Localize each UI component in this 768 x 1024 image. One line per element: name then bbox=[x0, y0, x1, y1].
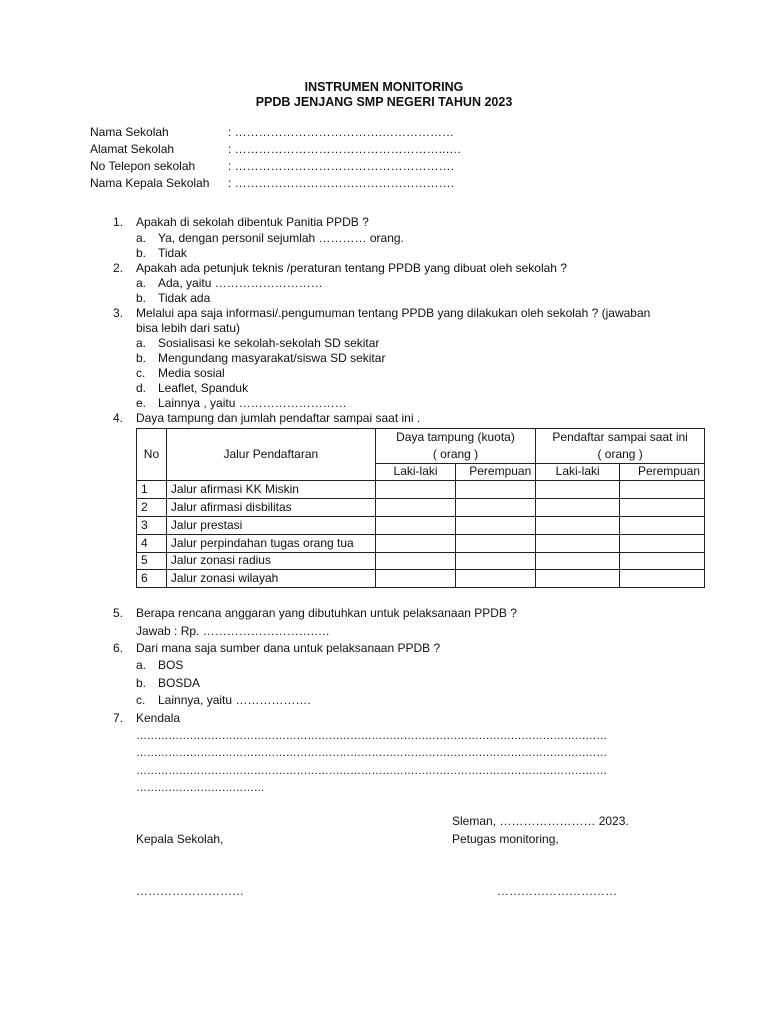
table-cell[interactable] bbox=[620, 534, 705, 552]
table-header-no: No bbox=[137, 429, 167, 481]
table-header-registrants: Pendaftar sampai saat ini bbox=[536, 429, 705, 446]
option-letter: b. bbox=[136, 291, 147, 305]
kendala-line[interactable]: ……………………………… bbox=[136, 782, 265, 794]
option-letter: a. bbox=[136, 231, 147, 245]
principal-name-field[interactable]: : ………………………………………………. bbox=[228, 176, 455, 190]
document-subtitle: PPDB JENJANG SMP NEGERI TAHUN 2023 bbox=[255, 95, 513, 109]
option-letter: b. bbox=[136, 246, 147, 260]
table-cell[interactable] bbox=[536, 481, 620, 499]
option-letter: d. bbox=[136, 381, 147, 395]
principal-signature-line[interactable]: ……………………… bbox=[136, 884, 244, 898]
table-cell[interactable] bbox=[456, 570, 536, 588]
option-text: Lainnya, yaitu ………………. bbox=[158, 693, 311, 707]
principal-name-label: Nama Kepala Sekolah bbox=[90, 176, 210, 190]
table-cell[interactable] bbox=[536, 534, 620, 552]
row-jalur: Jalur perpindahan tugas orang tua bbox=[166, 534, 375, 552]
table-row bbox=[137, 499, 705, 517]
question-number: 5. bbox=[113, 606, 124, 620]
monitor-title: Petugas monitoring, bbox=[452, 832, 559, 846]
question-text: Kendala bbox=[136, 711, 181, 725]
document-title: INSTRUMEN MONITORING bbox=[304, 80, 464, 94]
row-jalur: Jalur afirmasi KK Miskin bbox=[166, 481, 375, 499]
option-letter: a. bbox=[136, 658, 147, 672]
option-text: Leaflet, Spanduk bbox=[158, 381, 249, 395]
table-cell[interactable] bbox=[456, 516, 536, 534]
table-row bbox=[137, 516, 705, 534]
question-number: 1. bbox=[113, 215, 124, 229]
kendala-line[interactable]: …………………………………………………………………………………………………………………… bbox=[136, 765, 607, 777]
option-letter: c. bbox=[136, 693, 146, 707]
option-letter: e. bbox=[136, 396, 147, 410]
row-jalur: Jalur zonasi wilayah bbox=[166, 570, 375, 588]
table-cell[interactable] bbox=[536, 570, 620, 588]
school-name-field[interactable]: : ……………………………….……………… bbox=[228, 125, 455, 139]
table-cell[interactable] bbox=[375, 516, 456, 534]
table-header-registrants-unit: ( orang ) bbox=[536, 446, 705, 463]
option-letter: a. bbox=[136, 276, 147, 290]
option-text: Sosialisasi ke sekolah-sekolah SD sekitar bbox=[158, 336, 380, 350]
school-name-label: Nama Sekolah bbox=[90, 125, 169, 139]
answer-field[interactable]: Jawab : Rp. ……………………….…. bbox=[136, 624, 330, 638]
table-header-capacity-unit: ( orang ) bbox=[375, 446, 536, 463]
row-number: 5 bbox=[137, 552, 167, 570]
table-cell[interactable] bbox=[456, 499, 536, 517]
question-text: Melalui apa saja informasi/.pengumuman tentang PPDB yang dilakukan oleh sekolah ? (jawaban bbox=[136, 306, 651, 320]
table-cell[interactable] bbox=[375, 499, 456, 517]
row-number: 6 bbox=[137, 570, 167, 588]
table-subheader: Perempuan bbox=[620, 463, 705, 481]
kendala-line[interactable]: …………………………………………………………………………………………………………………… bbox=[136, 747, 607, 759]
option-text: Ada, yaitu ……………………… bbox=[158, 276, 323, 290]
table-cell[interactable] bbox=[620, 481, 705, 499]
question-text: Dari mana saja sumber dana untuk pelaksanaan PPDB ? bbox=[136, 641, 441, 655]
registration-table bbox=[136, 428, 705, 588]
table-cell[interactable] bbox=[620, 516, 705, 534]
option-text: BOSDA bbox=[158, 676, 201, 690]
table-row bbox=[137, 570, 705, 588]
option-text: Media sosial bbox=[158, 366, 225, 380]
table-row bbox=[137, 481, 705, 499]
table-subheader: Laki-laki bbox=[536, 463, 620, 481]
row-jalur: Jalur afirmasi disbilitas bbox=[166, 499, 375, 517]
row-jalur: Jalur zonasi radius bbox=[166, 552, 375, 570]
table-cell[interactable] bbox=[375, 481, 456, 499]
table-cell[interactable] bbox=[456, 552, 536, 570]
school-phone-field[interactable]: : ………………………………………………. bbox=[228, 159, 455, 173]
table-cell[interactable] bbox=[620, 552, 705, 570]
option-letter: b. bbox=[136, 351, 147, 365]
school-address-label: Alamat Sekolah bbox=[90, 142, 175, 156]
row-number: 4 bbox=[137, 534, 167, 552]
place-date: Sleman, …………………… 2023. bbox=[452, 814, 629, 828]
table-subheader: Laki-laki bbox=[375, 463, 456, 481]
option-text: Ya, dengan personil sejumlah ………… orang. bbox=[158, 231, 404, 245]
question-number: 2. bbox=[113, 261, 124, 275]
row-number: 3 bbox=[137, 516, 167, 534]
question-number: 4. bbox=[113, 411, 124, 425]
row-number: 1 bbox=[137, 481, 167, 499]
question-number: 7. bbox=[113, 711, 124, 725]
option-text: BOS bbox=[158, 658, 184, 672]
question-number: 3. bbox=[113, 306, 124, 320]
question-text: Apakah di sekolah dibentuk Panitia PPDB ? bbox=[136, 215, 369, 229]
question-text: Apakah ada petunjuk teknis /peraturan tentang PPDB yang dibuat oleh sekolah ? bbox=[136, 261, 567, 275]
option-letter: a. bbox=[136, 336, 147, 350]
table-subheader: Perempuan bbox=[456, 463, 536, 481]
table-cell[interactable] bbox=[536, 499, 620, 517]
question-number: 6. bbox=[113, 641, 124, 655]
option-letter: c. bbox=[136, 366, 146, 380]
question-text: Daya tampung dan jumlah pendaftar sampai saat ini . bbox=[136, 411, 421, 425]
question-text-continued: bisa lebih dari satu) bbox=[136, 321, 241, 335]
table-header-capacity: Daya tampung (kuota) bbox=[375, 429, 536, 446]
school-phone-label: No Telepon sekolah bbox=[90, 159, 196, 173]
table-cell[interactable] bbox=[456, 481, 536, 499]
school-address-field[interactable]: : ……………………………………………..…. bbox=[228, 142, 461, 156]
option-letter: b. bbox=[136, 676, 147, 690]
option-text: Tidak bbox=[158, 246, 187, 260]
table-row bbox=[137, 552, 705, 570]
table-row bbox=[137, 534, 705, 552]
row-number: 2 bbox=[137, 499, 167, 517]
kendala-line[interactable]: …………………………………………………………………………………………………………………… bbox=[136, 730, 607, 742]
table-cell[interactable] bbox=[620, 570, 705, 588]
table-header-jalur: Jalur Pendaftaran bbox=[166, 429, 375, 481]
table-cell[interactable] bbox=[375, 552, 456, 570]
option-text: Mengundang masyarakat/siswa SD sekitar bbox=[158, 351, 386, 365]
principal-title: Kepala Sekolah, bbox=[136, 832, 224, 846]
table-cell[interactable] bbox=[375, 534, 456, 552]
monitor-signature-line[interactable]: ………………………… bbox=[497, 884, 617, 898]
table-cell[interactable] bbox=[620, 499, 705, 517]
table-cell[interactable] bbox=[456, 534, 536, 552]
table-cell[interactable] bbox=[536, 516, 620, 534]
table-cell[interactable] bbox=[375, 570, 456, 588]
row-jalur: Jalur prestasi bbox=[166, 516, 375, 534]
question-text: Berapa rencana anggaran yang dibutuhkan untuk pelaksanaan PPDB ? bbox=[136, 606, 517, 620]
option-text: Tidak ada bbox=[158, 291, 211, 305]
table-cell[interactable] bbox=[536, 552, 620, 570]
option-text: Lainnya , yaitu ……………………… bbox=[158, 396, 347, 410]
